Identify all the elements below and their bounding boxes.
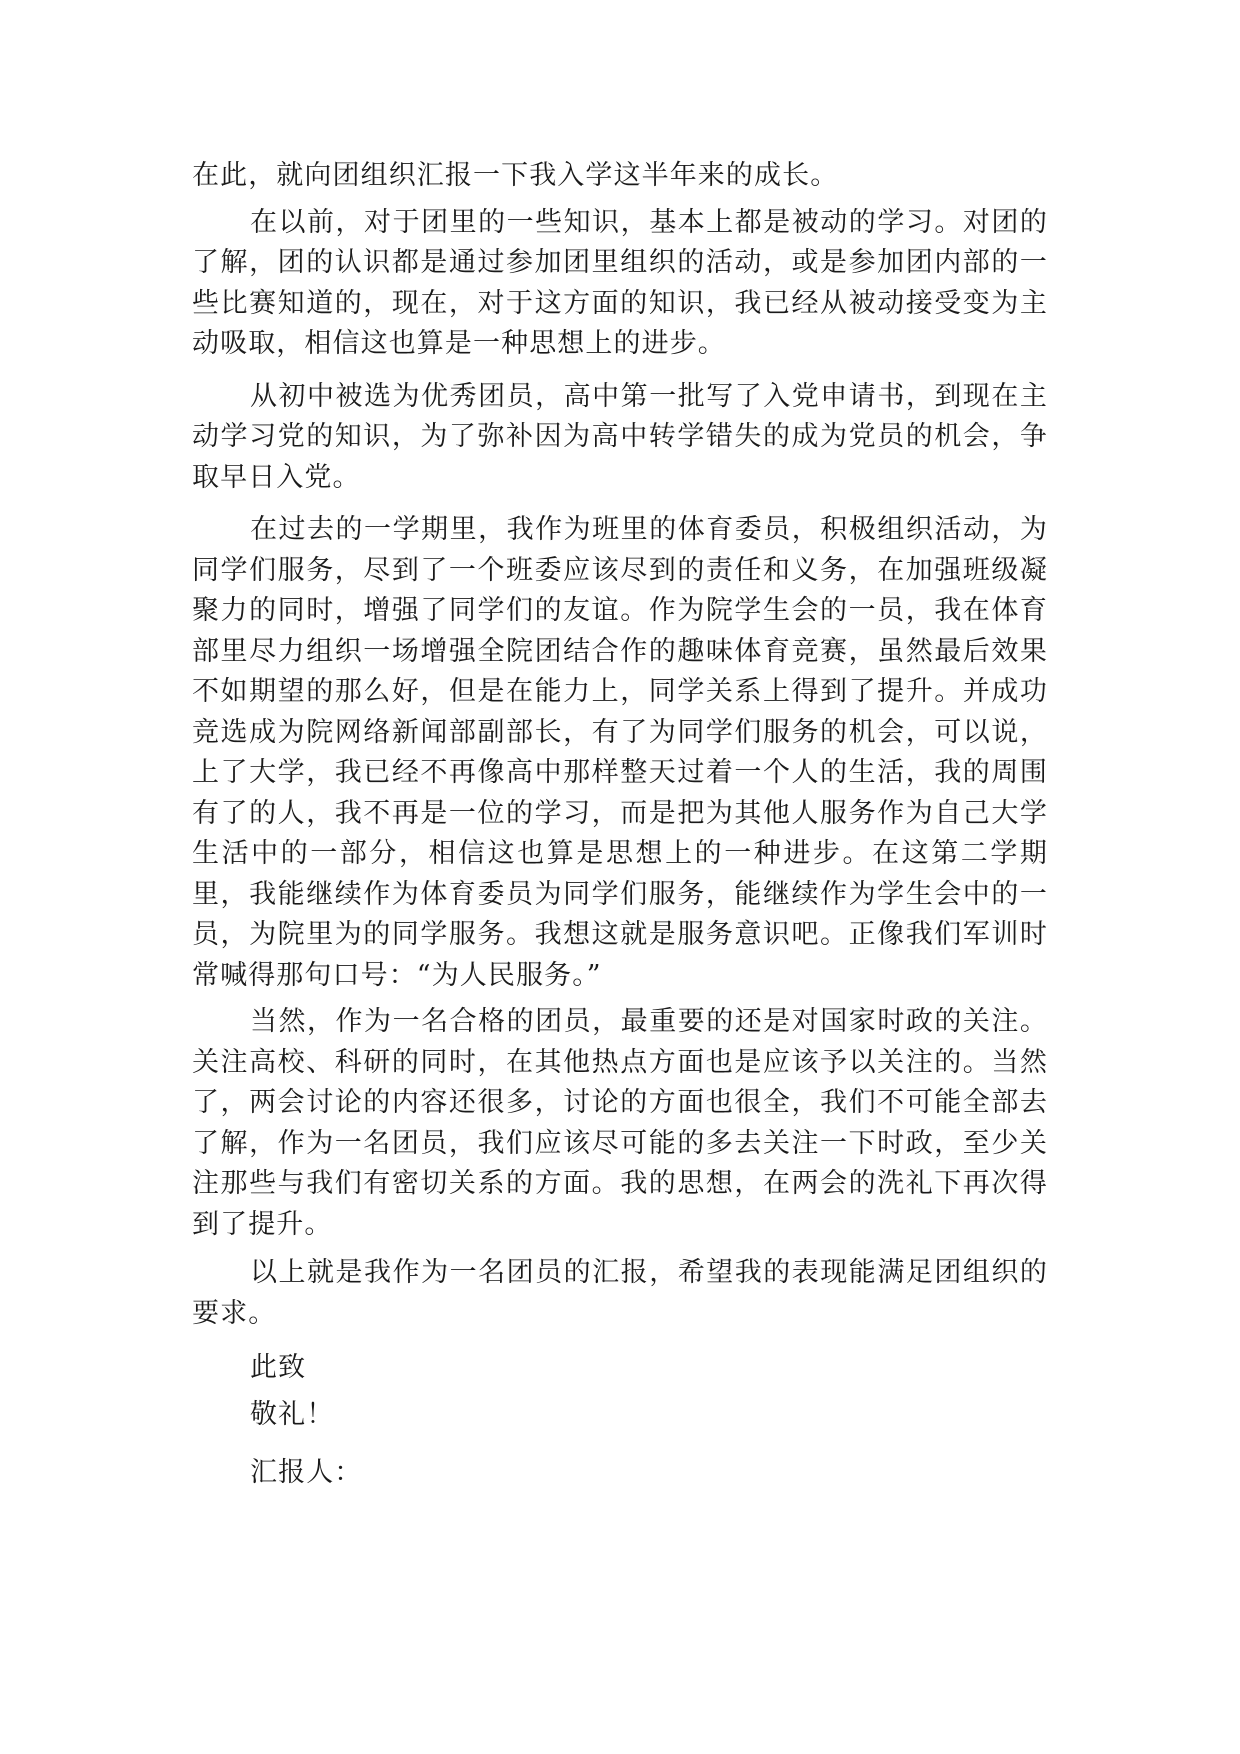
paragraph-service: 在过去的一学期里，我作为班里的体育委员，积极组织活动，为同学们服务，尽到了一个班委应该尽到的责任和义务，在加强班级凝聚力的同时，增强了同学们的友谊。作为院学生会的一员，我在体育部里尽力组织一场增强全院团结合作的趣味体育竞赛，虽然最后效果不如期望的那么好，但是在能力上，同学关系上得到了提升。并成功竞选成为院网络新闻部副部长，有了为同学们服务的机会，可以说，上了大学，我已经不再像高中那样整天过着一个人的生活，我的周围有了的人，我不再是一位的学习，而是把为其他人服务作为自己大学生活中的一部分，相信这也算是思想上的一种进步。在这第二学期里，我能继续作为体育委员为同学们服务，能继续作为学生会中的一员，为院里为的同学服务。我想这就是服务意识吧。正像我们军训时常喊得那句口号：“为人民服务。” xyxy=(192,514,1048,991)
paragraph-conclusion: 以上就是我作为一名团员的汇报，希望我的表现能满足团组织的要求。 xyxy=(192,1257,1048,1329)
document-body xyxy=(192,156,1048,1494)
paragraph-party: 从初中被选为优秀团员，高中第一批写了入党申请书，到现在主动学习党的知识，为了弥补因为高中转学错失的成为党员的机会，争取早日入党。 xyxy=(192,380,1048,493)
paragraph-politics: 当然，作为一名合格的团员，最重要的还是对国家时政的关注。关注高校、科研的同时，在其他热点方面也是应该予以关注的。当然了，两会讨论的内容还很多，讨论的方面也很全，我们不可能全部去了解，作为一名团员，我们应该尽可能的多去关注一下时政，至少关注那些与我们有密切关系的方面。我的思想，在两会的洗礼下再次得到了提升。 xyxy=(192,1006,1048,1240)
paragraph-knowledge: 在以前，对于团里的一些知识，基本上都是被动的学习。对团的了解，团的认识都是通过参加团里组织的活动，或是参加团内部的一些比赛知道的，现在，对于这方面的知识，我已经从被动接受变为主动吸取，相信这也算是一种思想上的进步。 xyxy=(192,206,1048,359)
signature-label: 汇报人： xyxy=(250,1457,363,1488)
paragraph-intro: 在此，就向团组织汇报一下我入学这半年来的成长。 xyxy=(192,160,839,191)
closing-salutation: 此致 xyxy=(250,1352,307,1383)
closing-regards: 敬礼！ xyxy=(250,1398,335,1430)
